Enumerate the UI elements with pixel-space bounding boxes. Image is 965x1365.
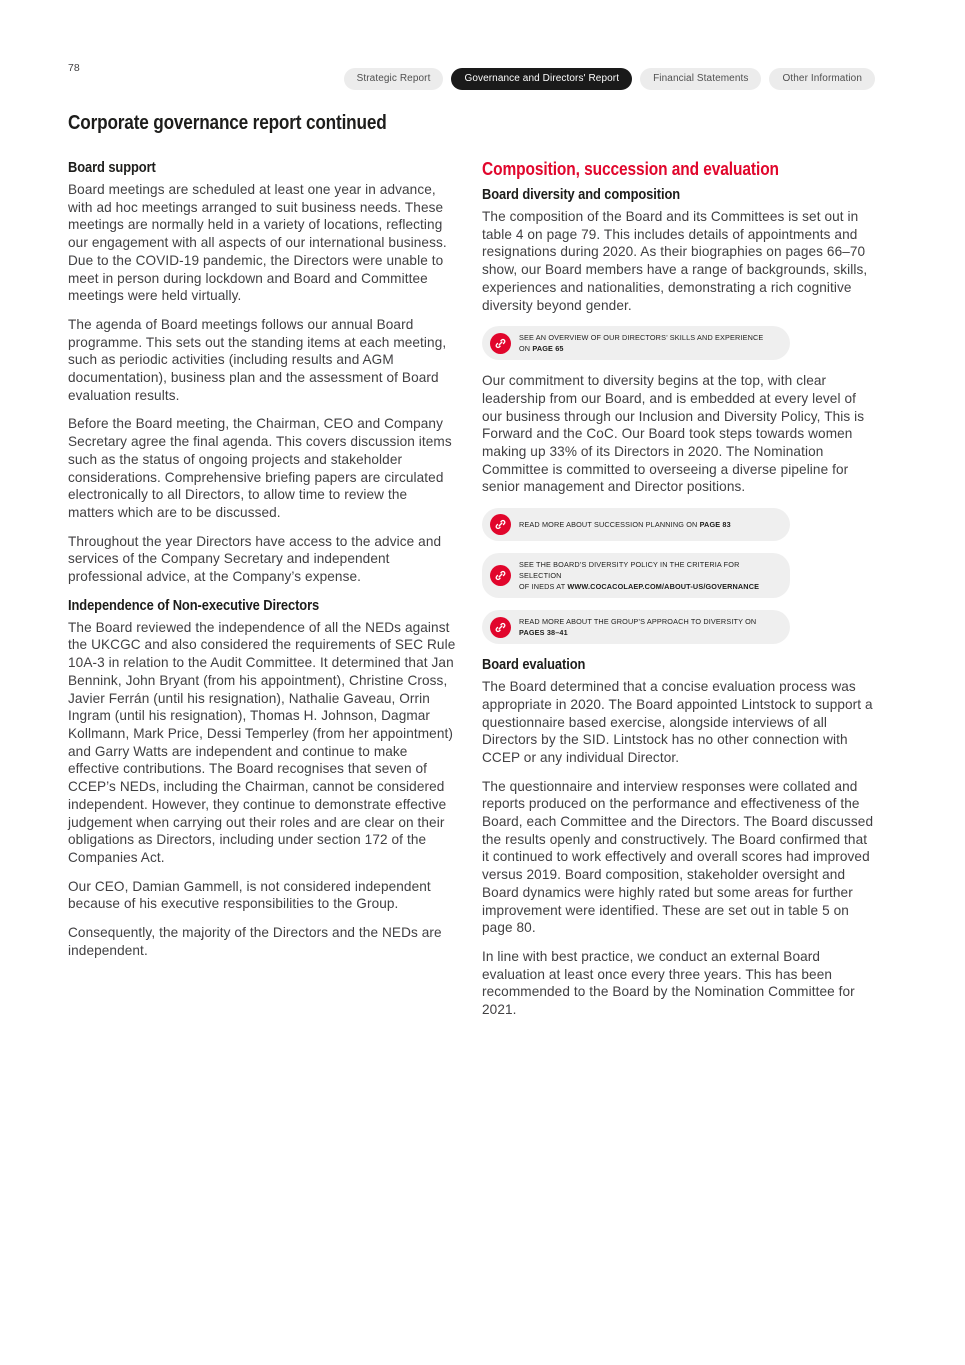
paragraph: The questionnaire and interview responses were collated and reports produced on the performance and effectiveness of the Board, each Committee and the Directors. The Board discussed the results openly and constructively. The Board confirmed that it continued to work effectively and overall scores had improved versus 2019. Board composition, stakeholder oversight and Board dynamics were highly rated but some areas for further improvement were identified. These are set out in table 5 on page 80.	[482, 778, 874, 936]
paragraph: In line with best practice, we conduct an external Board evaluation at least once every three years. This has been recommended to the Board by the Nomination Committee for 2021.	[482, 948, 855, 1018]
link-icon	[490, 514, 511, 535]
page-header	[68, 60, 875, 90]
link-icon	[490, 617, 511, 638]
tab-financial-statements[interactable]: Financial Statements	[640, 68, 761, 90]
callout-text: READ MORE ABOUT THE GROUP’S APPROACH TO DIVERSITY ON PAGES 38–41	[519, 617, 757, 638]
paragraph: Our CEO, Damian Gammell, is not considered independent because of his executive responsibilities to the Group.	[68, 878, 431, 912]
callout-text: READ MORE ABOUT SUCCESSION PLANNING ON PAGE 83	[519, 520, 731, 530]
two-column-layout	[68, 159, 875, 1030]
left-column	[68, 159, 456, 1030]
paragraph: Board meetings are scheduled at least one year in advance, with ad hoc meetings arranged to suit business needs. These meetings are normally held in a variety of locations, reflecting our engagement with all aspects of our international business. Due to the COVID-19 pandemic, the Directors were unable to meet in person during lockdown and Board and Committee meetings were held virtually.	[68, 182, 447, 304]
callout-text: SEE THE BOARD’S DIVERSITY POLICY IN THE CRITERIA FOR SELECTION OF INEDS AT WWW.COCACOLAEP.COM/ABOUT-US/GOVERNANCE	[519, 560, 760, 592]
heading-independence-neds: Independence of Non-executive Directors	[68, 596, 320, 614]
paragraph: The Board determined that a concise evaluation process was appropriate in 2020. The Board appointed Lintstock to support a questionnaire based exercise, alongside interviews of all Directors by the SID. Lintstock has no other connection with CCEP or any individual Director.	[482, 679, 873, 765]
right-column	[482, 159, 875, 1030]
heading-board-support: Board support	[68, 159, 156, 176]
paragraph: Consequently, the majority of the Directors and the NEDs are independent.	[68, 925, 442, 958]
heading-board-evaluation: Board evaluation	[482, 656, 586, 674]
heading-composition-succession-evaluation: Composition, succession and evaluation	[482, 159, 779, 179]
callout-succession-planning-link[interactable]	[482, 508, 790, 541]
page-title: Corporate governance report continued	[68, 112, 387, 134]
paragraph: The composition of the Board and its Committees is set out in table 4 on page 79. This includes details of appointments and resignations during 2020. As their biographies on pages 66–70 show, our Board members have a range of backgrounds, skills, experiences and nationalities, demonstrating a rich cognitive diversity beyond gender.	[482, 209, 868, 313]
tab-strategic-report[interactable]: Strategic Report	[344, 68, 444, 90]
callout-skills-experience-link[interactable]	[482, 326, 790, 360]
paragraph: Our commitment to diversity begins at the top, with clear leadership from our Board, and is embedded at every level of our business through our Inclusion and Diversity Policy, This is Forward and the CoC. Our Board took steps towards women making up 33% of its Directors in 2020. The Nomination Committee is committed to overseeing a diverse pipeline for senior management and Director positions.	[482, 373, 865, 495]
report-section-tabs	[344, 68, 875, 90]
callout-group-diversity-link[interactable]	[482, 610, 790, 644]
tab-other-information[interactable]: Other Information	[769, 68, 875, 90]
heading-board-diversity: Board diversity and composition	[482, 186, 681, 203]
callout-text: SEE AN OVERVIEW OF OUR DIRECTORS’ SKILLS AND EXPERIENCE ON PAGE 65	[519, 333, 764, 354]
link-icon	[490, 333, 511, 354]
paragraph: Throughout the year Directors have access to the advice and services of the Company Secretary and independent professional advice, at the Company’s expense.	[68, 533, 442, 585]
link-icon	[490, 565, 511, 586]
paragraph: The agenda of Board meetings follows our annual Board programme. This sets out the standing items at each meeting, such as periodic activities (including results and AGM documentation), business plan and the assessment of Board evaluation results.	[68, 316, 447, 403]
callout-diversity-policy-link[interactable]	[482, 553, 790, 598]
paragraph: Before the Board meeting, the Chairman, CEO and Company Secretary agree the final agenda. This covers discussion items such as the status of ongoing projects and stakeholder considerations. Comprehensive briefing papers are circulated electronically to all Directors, to allow time to review the matters which are to be discussed.	[68, 416, 452, 520]
paragraph: The Board reviewed the independence of all the NEDs against the UKCGC and also considered the requirements of SEC Rule 10A-3 in relation to the Audit Committee. It determined that Jan Bennink, John Bryant (from his appointment), Christine Cross, Javier Ferrán (until his resignation), Nathalie Gaveau, Orrin Ingram (until his resignation), Thomas H. Johnson, Dagmar Kollmann, Mark Price, Dessi Temperley (from her appointment) and Garry Watts are independent and continue to make effective contributions. The Board recognises that seven of CCEP’s NEDs, including the Chairman, cannot be considered independent. However, they continue to demonstrate effective judgement when carrying out their roles and are clear on their obligations as Directors, including under section 172 of the Companies Act.	[68, 619, 456, 865]
tab-governance-directors-report[interactable]: Governance and Directors' Report	[451, 68, 632, 90]
page-number: 78	[68, 62, 80, 74]
